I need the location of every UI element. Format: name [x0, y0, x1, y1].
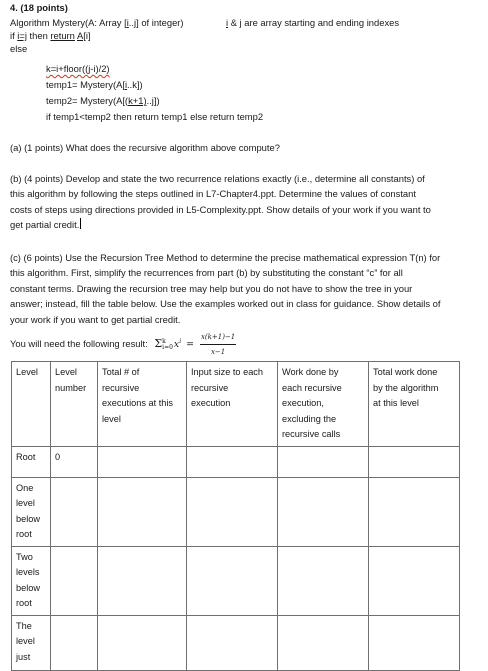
cell-total-work[interactable] — [369, 477, 460, 546]
compare-return-line: if temp1<temp2 then return temp1 else return temp2 — [46, 111, 264, 122]
k-expression: k=i+floor((j-i)/2) — [46, 63, 110, 74]
cell-input-size[interactable] — [187, 615, 278, 670]
row-level-number[interactable] — [51, 546, 98, 615]
if-line — [10, 30, 91, 42]
temp1-i: i — [124, 79, 128, 90]
index-note-i: i — [226, 17, 229, 28]
result-label: You will need the following result: — [10, 337, 148, 349]
cell-work-per-execution[interactable] — [278, 446, 369, 477]
table-row — [12, 615, 460, 670]
cell-input-size[interactable] — [187, 546, 278, 615]
temp2-suffix: ]) — [153, 95, 160, 106]
row-level-root: Root — [12, 446, 51, 477]
header-level-number: Level number — [51, 362, 98, 447]
problem-header: 4. (18 points) — [10, 2, 68, 13]
part-b-question — [10, 171, 478, 233]
row-level-one-below: One level below root — [12, 477, 51, 546]
row-level-number[interactable]: 0 — [51, 446, 98, 477]
else-keyword: else — [10, 43, 28, 54]
temp2-prefix: temp2= Mystery(A[( — [46, 95, 129, 106]
sum-upper-limit: k — [162, 337, 166, 345]
equals-sign: = — [186, 339, 194, 350]
geometric-sum-formula — [154, 330, 236, 359]
part-b-last-line — [10, 217, 478, 232]
row-level-number[interactable] — [51, 477, 98, 546]
sum-exponent: i — [179, 337, 182, 345]
k-assignment — [46, 63, 110, 75]
if-condition: i=j — [17, 30, 27, 41]
signature-j: j — [134, 17, 137, 28]
header-level: Level — [12, 362, 51, 447]
row-level-number[interactable] — [51, 615, 98, 670]
temp2-assignment — [46, 95, 160, 107]
cell-work-per-execution[interactable] — [278, 477, 369, 546]
recursion-tree-table — [11, 361, 460, 671]
text-cursor — [80, 218, 81, 229]
cell-input-size[interactable] — [187, 477, 278, 546]
cell-total-executions[interactable] — [98, 477, 187, 546]
part-b-line: get partial credit. — [10, 219, 80, 231]
temp2-k1: k+1) — [128, 95, 147, 106]
part-c-line: your work if you want to get partial credit. — [10, 313, 181, 325]
result-fraction — [200, 330, 236, 359]
table-header-row — [12, 362, 460, 447]
signature-suffix: ] of integer) — [136, 17, 184, 28]
signature-prefix: Algorithm Mystery(A: Array [ — [10, 17, 127, 28]
needed-result — [10, 330, 236, 359]
if-keyword: if — [10, 30, 18, 41]
cell-work-per-execution[interactable] — [278, 546, 369, 615]
temp1-assignment — [46, 79, 143, 91]
cell-input-size[interactable] — [187, 446, 278, 477]
return-value: A[i] — [77, 30, 91, 41]
signature-dots: .. — [128, 17, 135, 28]
sum-symbol: Σ — [154, 337, 163, 350]
part-b-line: this algorithm by following the steps outlined in L7-Chapter4.ppt. Determine the values of constant — [10, 188, 416, 200]
part-c-question — [10, 250, 478, 327]
temp1-suffix: ..k]) — [127, 79, 143, 90]
row-level-two-below: Two levels below root — [12, 546, 51, 615]
temp2-dots: .. — [146, 95, 152, 106]
sum-lower-limit: i=0 — [162, 343, 173, 351]
cell-work-per-execution[interactable] — [278, 615, 369, 670]
then-keyword: then — [26, 30, 51, 41]
table-row — [12, 446, 460, 477]
algorithm-signature — [10, 17, 184, 29]
cell-total-work[interactable] — [369, 446, 460, 477]
cell-total-work[interactable] — [369, 546, 460, 615]
header-total-work: Total work done by the algorithm at this level — [369, 362, 460, 447]
part-b-line: (b) (4 points) Develop and state the two recurrence relations exactly (i.e., determine all constants) of — [10, 173, 425, 184]
index-note-text: & j are array starting and ending indexes — [228, 17, 400, 28]
part-c-line: (c) (6 points) Use the Recursion Tree Method to determine the precise mathematical expression T(n) for — [10, 252, 441, 263]
row-level-just: The level just — [12, 615, 51, 670]
header-work-per-execution: Work done by each recursive execution, excluding the recursive calls — [278, 362, 369, 447]
cell-total-executions[interactable] — [98, 446, 187, 477]
sum-term: x — [173, 339, 180, 350]
part-c-line: answer; instead, fill the table below. Use the examples worked out in class for guidance. Show details of — [10, 298, 441, 310]
signature-i: i — [126, 17, 129, 28]
table-row — [12, 477, 460, 546]
header-total-executions: Total # of recursive executions at this level — [98, 362, 187, 447]
cell-total-executions[interactable] — [98, 546, 187, 615]
index-note — [226, 17, 399, 29]
part-c-line: this algorithm. First, simplify the recurrences from part (b) by substituting the constant “c” for all — [10, 267, 403, 279]
return-keyword: return — [50, 30, 75, 41]
temp1-prefix: temp1= Mystery(A[ — [46, 79, 125, 90]
part-a-question: (a) (1 points) What does the recursive algorithm above compute? — [10, 142, 280, 153]
fraction-numerator: x(k+1)−1 — [200, 330, 236, 345]
temp2-j: j — [151, 95, 154, 106]
cell-total-work[interactable] — [369, 615, 460, 670]
table-row — [12, 546, 460, 615]
header-input-size: Input size to each recursive execution — [187, 362, 278, 447]
part-b-line: costs of steps using directions provided in L5-Complexity.ppt. Show details of your work if you want to — [10, 203, 431, 215]
cell-total-executions[interactable] — [98, 615, 187, 670]
fraction-denominator: x−1 — [210, 348, 226, 356]
part-c-line: constant terms. Drawing the recursion tree may help but you do not have to show the tree in your — [10, 282, 413, 294]
